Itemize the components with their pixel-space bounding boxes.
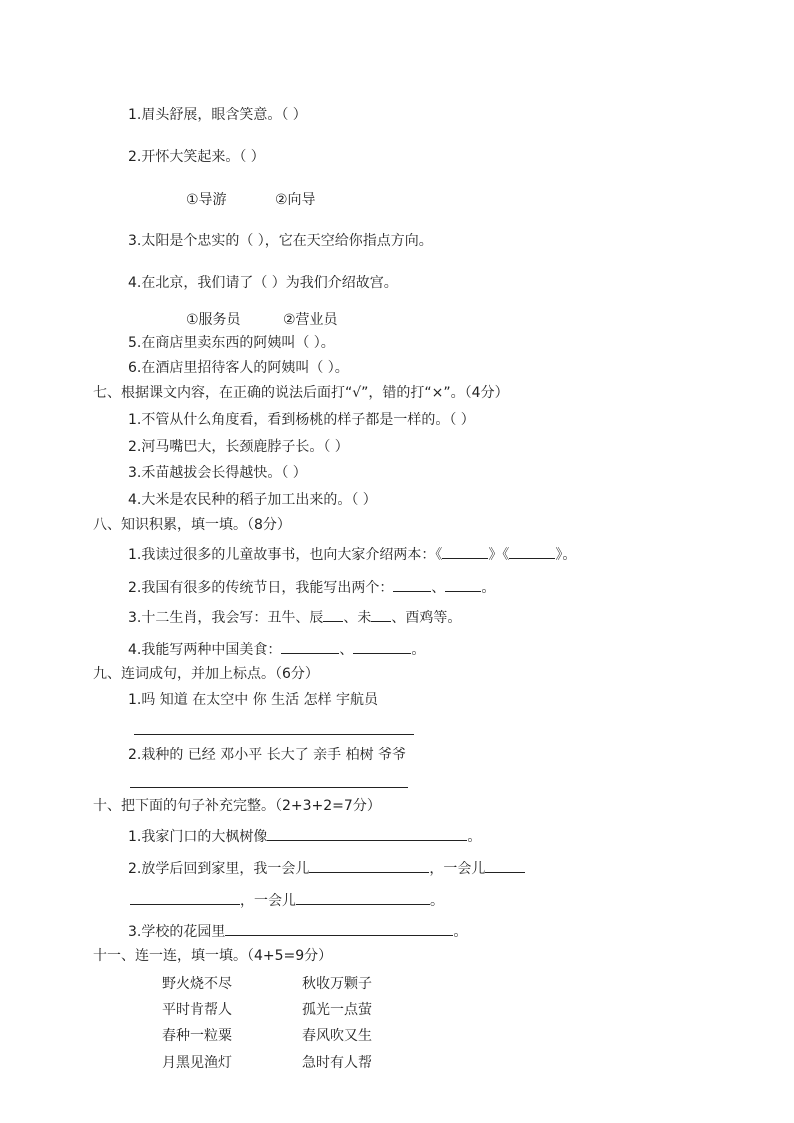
match-left[interactable]: 平时肯帮人 xyxy=(162,1002,232,1018)
question-6: 6.在酒店里招待客人的阿姨叫（ ）。 xyxy=(128,360,349,376)
question-4: 4.在北京，我们请了（ ）为我们介绍故宫。 xyxy=(128,275,398,291)
section-8-item-3: 3.十二生肖，我会写：丑牛、辰 、未 、酉鸡等。 xyxy=(128,606,461,628)
section-10-item-2-cont: ，一会儿 。 xyxy=(130,889,444,911)
blank[interactable] xyxy=(445,576,481,592)
option-2: ②向导 xyxy=(275,192,316,208)
section-9-title: 九、连词成句，并加上标点。（6分） xyxy=(93,666,319,682)
match-right[interactable]: 急时有人帮 xyxy=(302,1055,372,1071)
section-7-title: 七、根据课文内容，在正确的说法后面打“√”，错的打“×”。（4分） xyxy=(93,385,509,401)
section-10-item-3: 3.学校的花园里 。 xyxy=(128,920,467,942)
match-left[interactable]: 野火烧不尽 xyxy=(162,976,232,992)
option-4: ②营业员 xyxy=(283,312,338,328)
section-7-item: 1.不管从什么角度看，看到杨桃的样子都是一样的。（ ） xyxy=(128,412,475,428)
section-8-item-2: 2.我国有很多的传统节日，我能写出两个： 、 。 xyxy=(128,576,495,598)
section-11-title: 十一、连一连，填一填。（4+5=9分） xyxy=(93,948,333,964)
match-right[interactable]: 春风吹又生 xyxy=(302,1028,372,1044)
blank[interactable] xyxy=(267,825,467,841)
blank[interactable] xyxy=(323,606,343,622)
blank[interactable] xyxy=(371,606,391,622)
match-right[interactable]: 孤光一点萤 xyxy=(302,1002,372,1018)
question-5: 5.在商店里卖东西的阿姨叫（ ）。 xyxy=(128,335,335,351)
blank[interactable] xyxy=(309,857,429,873)
section-8-title: 八、知识积累，填一填。（8分） xyxy=(93,517,291,533)
section-7-item: 3.禾苗越拔会长得越快。（ ） xyxy=(128,465,307,481)
blank[interactable] xyxy=(281,638,339,654)
blank[interactable] xyxy=(296,889,430,905)
match-left[interactable]: 春种一粒粟 xyxy=(162,1028,232,1044)
question-3: 3.太阳是个忠实的（ ），它在天空给你指点方向。 xyxy=(128,233,433,249)
blank[interactable] xyxy=(442,543,488,559)
section-9-item: 1.吗 知道 在太空中 你 生活 怎样 宇航员 xyxy=(128,692,379,708)
section-8-item-1: 1.我读过很多的儿童故事书，也向大家介绍两本：《 》《 》。 xyxy=(128,543,576,565)
section-10-title: 十、把下面的句子补充完整。（2+3+2=7分） xyxy=(93,798,381,814)
answer-line[interactable] xyxy=(134,734,414,735)
section-7-item: 2.河马嘴巴大，长颈鹿脖子长。（ ） xyxy=(128,439,349,455)
question-2: 2.开怀大笑起来。（ ） xyxy=(128,149,265,165)
section-8-item-4: 4.我能写两种中国美食： 、 。 xyxy=(128,638,425,660)
blank[interactable] xyxy=(509,543,555,559)
blank[interactable] xyxy=(130,889,240,905)
section-9-item: 2.栽种的 已经 邓小平 长大了 亲手 柏树 爷爷 xyxy=(128,747,407,763)
option-1: ①导游 xyxy=(186,192,227,208)
blank[interactable] xyxy=(353,638,411,654)
match-right[interactable]: 秋收万颗子 xyxy=(302,976,372,992)
question-1: 1.眉头舒展，眼含笑意。（ ） xyxy=(128,107,307,123)
section-7-item: 4.大米是农民种的稻子加工出来的。（ ） xyxy=(128,492,377,508)
section-10-item-1: 1.我家门口的大枫树像 。 xyxy=(128,825,481,847)
option-3: ①服务员 xyxy=(186,312,241,328)
blank[interactable] xyxy=(485,857,525,873)
answer-line[interactable] xyxy=(130,787,408,788)
section-10-item-2: 2.放学后回到家里，我一会儿 ，一会儿 xyxy=(128,857,525,879)
blank[interactable] xyxy=(393,576,431,592)
match-left[interactable]: 月黑见渔灯 xyxy=(162,1055,232,1071)
blank[interactable] xyxy=(225,920,453,936)
